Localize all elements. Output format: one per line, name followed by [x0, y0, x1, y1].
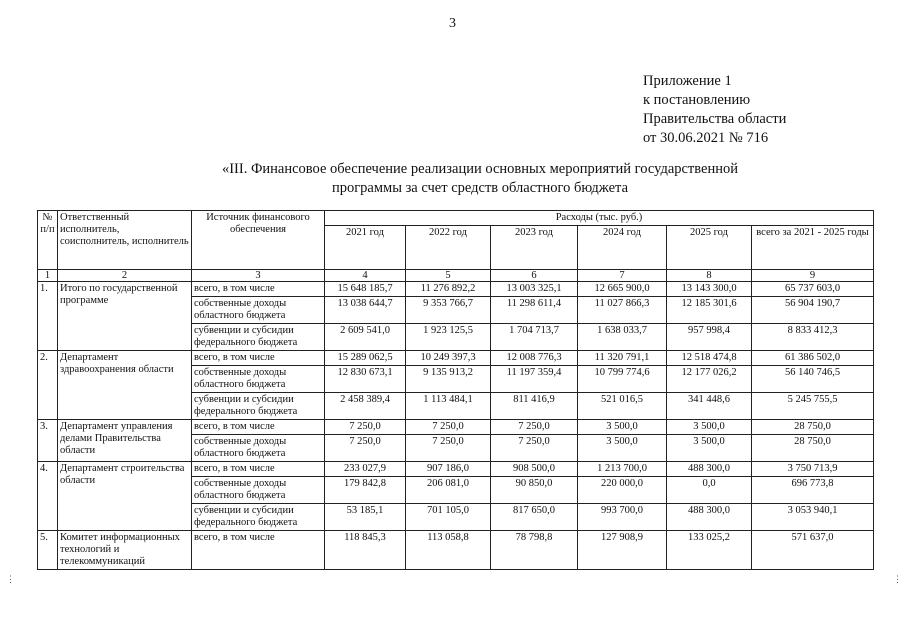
source-cell: субвенции и субсидии федерального бюджета — [192, 324, 325, 351]
value-cell: 10 249 397,3 — [406, 351, 491, 366]
header-source: Источник финансового обеспечения — [192, 211, 325, 270]
appendix-line-1: Приложение 1 — [643, 73, 732, 89]
executor-cell: Комитет информационных технологий и телекоммуникаций — [58, 531, 192, 570]
header-year-2025: 2025 год — [667, 226, 752, 270]
value-cell: 15 289 062,5 — [325, 351, 406, 366]
value-cell: 1 213 700,0 — [578, 462, 667, 477]
value-cell: 7 250,0 — [406, 435, 491, 462]
value-cell: 90 850,0 — [491, 477, 578, 504]
col-index-cell: 7 — [578, 270, 667, 282]
value-cell: 817 650,0 — [491, 504, 578, 531]
margin-mark-right: ⋮ — [893, 574, 902, 584]
source-cell: всего, в том числе — [192, 531, 325, 570]
header-expenses: Расходы (тыс. руб.) — [325, 211, 874, 226]
executor-cell: Департамент здравоохранения области — [58, 351, 192, 420]
col-index-cell: 1 — [38, 270, 58, 282]
value-cell: 957 998,4 — [667, 324, 752, 351]
executor-cell: Департамент управления делами Правительства области — [58, 420, 192, 462]
row-number: 5. — [38, 531, 58, 570]
header-year-2021: 2021 год — [325, 226, 406, 270]
total-cell: 5 245 755,5 — [752, 393, 874, 420]
total-cell: 3 750 713,9 — [752, 462, 874, 477]
total-cell: 28 750,0 — [752, 420, 874, 435]
col-index-cell: 9 — [752, 270, 874, 282]
col-index-cell: 5 — [406, 270, 491, 282]
value-cell: 7 250,0 — [491, 420, 578, 435]
source-cell: всего, в том числе — [192, 282, 325, 297]
value-cell: 993 700,0 — [578, 504, 667, 531]
source-cell: субвенции и субсидии федерального бюджета — [192, 504, 325, 531]
value-cell: 1 638 033,7 — [578, 324, 667, 351]
value-cell: 12 008 776,3 — [491, 351, 578, 366]
value-cell: 341 448,6 — [667, 393, 752, 420]
value-cell: 2 609 541,0 — [325, 324, 406, 351]
col-index-cell: 8 — [667, 270, 752, 282]
total-cell: 571 637,0 — [752, 531, 874, 570]
value-cell: 488 300,0 — [667, 462, 752, 477]
value-cell: 521 016,5 — [578, 393, 667, 420]
source-cell: собственные доходы областного бюджета — [192, 477, 325, 504]
value-cell: 811 416,9 — [491, 393, 578, 420]
value-cell: 118 845,3 — [325, 531, 406, 570]
margin-mark-left: ⋮ — [6, 574, 15, 584]
value-cell: 13 038 644,7 — [325, 297, 406, 324]
value-cell: 3 500,0 — [578, 420, 667, 435]
value-cell: 3 500,0 — [667, 435, 752, 462]
value-cell: 15 648 185,7 — [325, 282, 406, 297]
table-body — [38, 211, 874, 570]
value-cell: 7 250,0 — [325, 435, 406, 462]
appendix-line-2: к постановлению — [643, 92, 751, 108]
value-cell: 12 177 026,2 — [667, 366, 752, 393]
value-cell: 78 798,8 — [491, 531, 578, 570]
col-index-cell: 3 — [192, 270, 325, 282]
value-cell: 11 027 866,3 — [578, 297, 667, 324]
value-cell: 11 197 359,4 — [491, 366, 578, 393]
header-year-2022: 2022 год — [406, 226, 491, 270]
source-cell: собственные доходы областного бюджета — [192, 435, 325, 462]
value-cell: 11 276 892,2 — [406, 282, 491, 297]
table-row — [38, 462, 874, 477]
source-cell: собственные доходы областного бюджета — [192, 297, 325, 324]
value-cell: 9 135 913,2 — [406, 366, 491, 393]
executor-cell: Департамент строительства области — [58, 462, 192, 531]
value-cell: 12 518 474,8 — [667, 351, 752, 366]
row-number: 4. — [38, 462, 58, 531]
col-index-cell: 4 — [325, 270, 406, 282]
source-cell: всего, в том числе — [192, 420, 325, 435]
appendix-block — [643, 72, 786, 148]
total-cell: 56 140 746,5 — [752, 366, 874, 393]
header-num: № п/п — [38, 211, 58, 270]
total-cell: 696 773,8 — [752, 477, 874, 504]
value-cell: 206 081,0 — [406, 477, 491, 504]
heading-line-1: «III. Финансовое обеспечение реализации основных мероприятий государственной — [221, 161, 739, 177]
header-total: всего за 2021 - 2025 годы — [752, 226, 874, 270]
value-cell: 13 003 325,1 — [491, 282, 578, 297]
value-cell: 7 250,0 — [406, 420, 491, 435]
value-cell: 7 250,0 — [325, 420, 406, 435]
value-cell: 701 105,0 — [406, 504, 491, 531]
value-cell: 488 300,0 — [667, 504, 752, 531]
row-number: 3. — [38, 420, 58, 462]
value-cell: 9 353 766,7 — [406, 297, 491, 324]
total-cell: 56 904 190,7 — [752, 297, 874, 324]
col-index-cell: 6 — [491, 270, 578, 282]
total-cell: 3 053 940,1 — [752, 504, 874, 531]
page-number: 3 — [449, 16, 456, 31]
header-executor: Ответственный исполнитель, соисполнитель, исполнитель — [58, 211, 192, 270]
header-year-2024: 2024 год — [578, 226, 667, 270]
source-cell: субвенции и субсидии федерального бюджета — [192, 393, 325, 420]
value-cell: 113 058,8 — [406, 531, 491, 570]
total-cell: 65 737 603,0 — [752, 282, 874, 297]
value-cell: 12 830 673,1 — [325, 366, 406, 393]
value-cell: 133 025,2 — [667, 531, 752, 570]
financing-table — [37, 210, 874, 570]
document-heading — [150, 160, 810, 198]
total-cell: 61 386 502,0 — [752, 351, 874, 366]
value-cell: 1 113 484,1 — [406, 393, 491, 420]
appendix-line-4: от 30.06.2021 № 716 — [643, 130, 769, 146]
source-cell: всего, в том числе — [192, 462, 325, 477]
total-cell: 8 833 412,3 — [752, 324, 874, 351]
value-cell: 7 250,0 — [491, 435, 578, 462]
value-cell: 1 704 713,7 — [491, 324, 578, 351]
value-cell: 12 185 301,6 — [667, 297, 752, 324]
value-cell: 908 500,0 — [491, 462, 578, 477]
value-cell: 13 143 300,0 — [667, 282, 752, 297]
value-cell: 2 458 389,4 — [325, 393, 406, 420]
source-cell: всего, в том числе — [192, 351, 325, 366]
col-index-cell: 2 — [58, 270, 192, 282]
value-cell: 11 298 611,4 — [491, 297, 578, 324]
value-cell: 10 799 774,6 — [578, 366, 667, 393]
heading-line-2: программы за счет средств областного бюджета — [331, 180, 629, 196]
value-cell: 12 665 900,0 — [578, 282, 667, 297]
value-cell: 1 923 125,5 — [406, 324, 491, 351]
value-cell: 907 186,0 — [406, 462, 491, 477]
column-index-row — [38, 270, 874, 282]
value-cell: 233 027,9 — [325, 462, 406, 477]
value-cell: 11 320 791,1 — [578, 351, 667, 366]
value-cell: 3 500,0 — [667, 420, 752, 435]
value-cell: 0,0 — [667, 477, 752, 504]
value-cell: 179 842,8 — [325, 477, 406, 504]
table-row — [38, 531, 874, 570]
total-cell: 28 750,0 — [752, 435, 874, 462]
table-row — [38, 420, 874, 435]
source-cell: собственные доходы областного бюджета — [192, 366, 325, 393]
value-cell: 127 908,9 — [578, 531, 667, 570]
value-cell: 3 500,0 — [578, 435, 667, 462]
value-cell: 53 185,1 — [325, 504, 406, 531]
header-row-1 — [38, 211, 874, 226]
header-year-2023: 2023 год — [491, 226, 578, 270]
executor-cell: Итого по государственной программе — [58, 282, 192, 351]
table-row — [38, 351, 874, 366]
row-number: 1. — [38, 282, 58, 351]
appendix-line-3: Правительства области — [643, 111, 787, 127]
value-cell: 220 000,0 — [578, 477, 667, 504]
table-row — [38, 282, 874, 297]
row-number: 2. — [38, 351, 58, 420]
